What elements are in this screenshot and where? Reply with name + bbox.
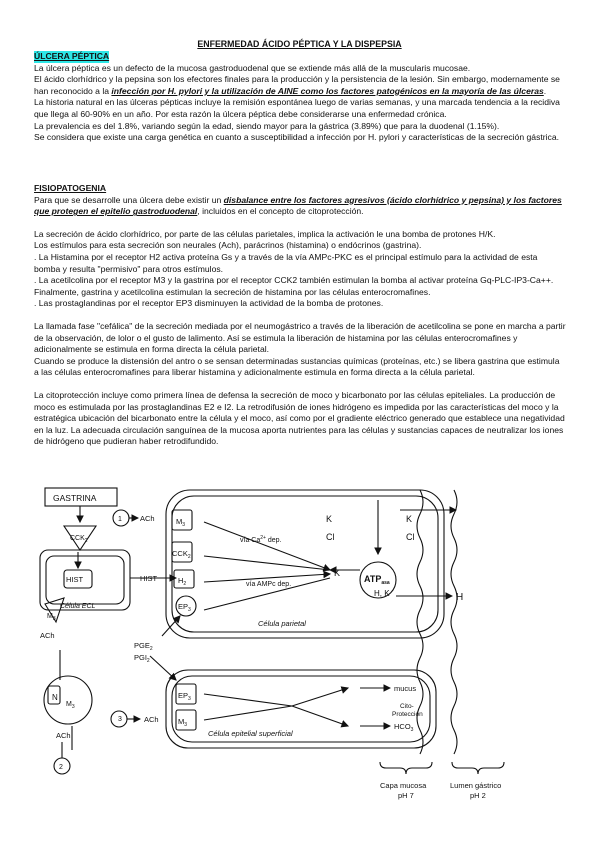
hist-arrow-label: HIST xyxy=(140,574,158,583)
k-label-3: K xyxy=(334,568,341,578)
atp-label: $ATP_{asa}$ xyxy=(364,574,390,586)
ep3-label-2: $EP_3$ xyxy=(178,691,191,702)
lumen-label: Lumen gástrico xyxy=(450,781,502,790)
parietal-cell xyxy=(166,490,444,638)
cl-label-1: Cl xyxy=(326,532,335,542)
paragraph xyxy=(34,195,566,218)
paragraph: La historia natural en las úlceras pépticas incluye la remisión espontánea luego de varias semanas, y una marcada tendencia a la recidiva que llega al 60-90% en un año. Por esta razón la úlcera péptica debe considerarse una enfermedad crónica. xyxy=(34,97,560,119)
pge2-label: $PGE_2$ xyxy=(134,641,153,652)
via-ca-label: vía $Ca^{2+}$ dep. xyxy=(240,535,282,544)
mucus-label: mucus xyxy=(394,684,417,693)
ach-label-n: ACh xyxy=(56,731,71,740)
paragraph: La citoprotección incluye como primera línea de defensa la secreción de moco y bicarbonato por las células epiteliales. La producción de moco es estimulada por las prostaglandinas E2 e I2. La retrodifusión de iones hidrógeno es impedida por las características del moco y la estratégica ubicación del bicarbonato entre la célula y el moco, así como por el gradiente eléctrico generado que establece una negatividad en la luz. La adecuada circulación sanguínea de la mucosa aporta nutrientes para las células y sustancias capaces de neutralizar los iones de hidrógeno que pudieran haber retrodifundido. xyxy=(34,389,565,447)
h-label: H xyxy=(456,592,464,603)
circle-3-label: 1 xyxy=(118,516,122,523)
paragraph xyxy=(34,74,566,97)
k-label-2: K xyxy=(406,514,413,524)
paragraph-text: . xyxy=(543,85,547,96)
paragraph: Los estímulos para esta secreción son neurales (Ach), parácrinos (histamina) o endócrinos (gastrina). xyxy=(34,240,422,251)
paragraph-text: , incluidos en el concepto de citoprotección. xyxy=(197,206,364,217)
hk-label: H, K xyxy=(374,589,390,598)
cck2-label: $CCK_2$ xyxy=(172,549,191,560)
hist-label: HIST xyxy=(66,575,84,584)
spacer xyxy=(34,218,566,229)
k-label-1: K xyxy=(326,514,333,524)
paragraph-text: Para que se desarrolle una úlcera debe existir un xyxy=(34,194,224,205)
h2-label: $H_2$ xyxy=(178,576,187,587)
lumen-ph-label: pH 2 xyxy=(470,791,486,800)
cito-label: Cito- xyxy=(400,703,414,710)
paragraph-text: El ácido clorhídrico y la pepsina son los efectores finales para la producción y la persistencia de la lesión. Sin embargo, modernamente se han reconocido a la xyxy=(34,74,560,96)
emphasis-text: disbalance entre los factores agresivos (ácido clorhídrico y pepsina) y los factores que protegen el epitelio gastroduodenal xyxy=(34,194,562,217)
m3-label-2: $M_3$ xyxy=(178,717,188,728)
section-heading-fisiopatogenia: FISIOPATOGENIA xyxy=(34,183,107,193)
paragraph: . La Histamina por el receptor H2 activa proteína Gs y a través de la vía AMPc-PKC es el principal estímulo para la actividad de esta bomba y resulta "permisivo" para otros estímulos. xyxy=(34,251,538,274)
ep3-label: $EP_3$ xyxy=(178,602,191,613)
capa-mucosa-label: Capa mucosa xyxy=(380,781,427,790)
emphasis-text: infección por H. pylori y la utilización de AINE como los factores patogénicos en la mayoría de las úlceras xyxy=(111,85,544,96)
cck-label: $CCK_2$ xyxy=(70,535,88,544)
paragraph: . La acetilcolina por el receptor M3 y la gastrina por el receptor CCK2 también estimulan la bomba al activar proteína Gq-PLC-IP3-Ca++. Finalmente, gastrina y acetilcolina estimulan la secreción de histamina por las células enterocromafines. xyxy=(34,275,554,297)
n-label: N xyxy=(52,693,58,702)
paragraph: . Las prostaglandinas por el receptor EP3 disminuyen la actividad de la bomba de protones. xyxy=(34,298,384,309)
paragraph: La secreción de ácido clorhídrico, por parte de las células parietales, implica la activación le una bomba de protones H/K. xyxy=(34,228,496,239)
section-heading-ulcera: ÚLCERA PÉPTICA xyxy=(34,51,110,61)
pgi2-label: $PGI_2$ xyxy=(134,653,150,664)
section-fisiopatogenia xyxy=(34,183,566,448)
ach-label-3: ACh xyxy=(144,715,159,724)
paragraph xyxy=(34,63,566,75)
epithelial-label: Célula epitelial superficial xyxy=(208,729,293,738)
physiology-diagram xyxy=(0,470,599,845)
m3-ecl-label: $M_3$ xyxy=(47,613,56,622)
hco3-label: $HCO_3$ xyxy=(394,722,414,733)
page-title: ENFERMEDAD ÁCIDO PÉPTICA Y LA DISPEPSIA xyxy=(197,39,402,49)
proteccion-label: Protección xyxy=(392,711,423,718)
capa-ph-label: pH 7 xyxy=(398,791,414,800)
m3-n-label: $M_3$ xyxy=(66,701,75,710)
gastrina-label: GASTRINA xyxy=(53,493,97,503)
parietal-label: Célula parietal xyxy=(258,619,306,628)
paragraph-text: La úlcera péptica es un defecto de la mucosa gastroduodenal que se extiende más allá de la muscularis mucosae. xyxy=(34,62,471,73)
paragraph: Cuando se produce la distensión del antro o se sensan determinadas sustancias químicas (proteínas, etc.) se libera gastrina que estimula a las células enterocromafines para liberar histamina y adicionalmente estimula en forma directa a la célula parietal. xyxy=(34,355,560,378)
paragraph: La llamada fase "cefálica" de la secreción mediada por el neumogástrico a través de la liberación de acetilcolina se pone en marcha a partir de la observación, de lolor o el gusto de lalimento. Así se estimula la liberación de histamina por las células enterocromafines y adicionalmente se estimula en forma directa la célula parietal. xyxy=(34,320,566,355)
spacer xyxy=(34,379,566,390)
paragraph: La prevalencia es del 1.8%, variando según la edad, siendo mayor para la gástrica (3.89%) que para la duodenal (1.15%). xyxy=(34,120,500,131)
paragraph: Se considera que existe una carga genética en cuanto a susceptibilidad a infección por H. pylori y características de la secreción gástrica. xyxy=(34,132,559,143)
cl-label-2: Cl xyxy=(406,532,415,542)
circle-2-label: 2 xyxy=(59,764,63,771)
m3-label: $M_3$ xyxy=(176,517,186,528)
section-ulcera xyxy=(34,51,566,144)
spacer xyxy=(34,310,566,321)
ach-label: ACh xyxy=(40,631,55,640)
via-ampc-label: vía AMPc dep. xyxy=(246,581,292,588)
ach-label-1: ACh xyxy=(140,514,155,523)
circle-1-label: 3 xyxy=(118,716,122,723)
ecl-label: Célula ECL xyxy=(60,603,96,610)
